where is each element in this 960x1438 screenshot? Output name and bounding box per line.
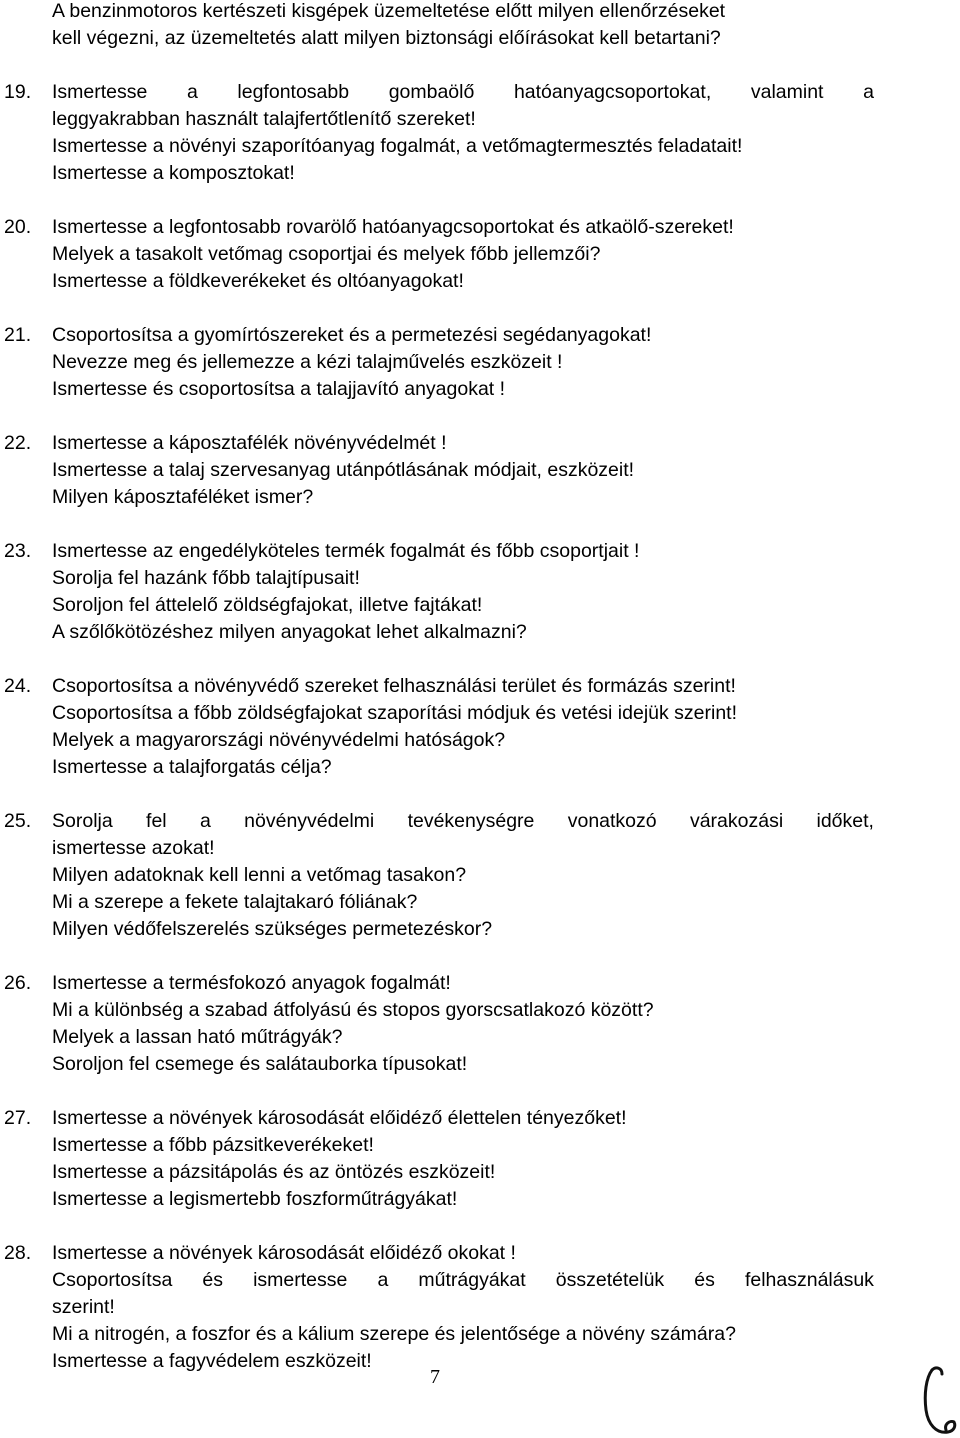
question-line: Melyek a lassan ható műtrágyák? [52,1026,343,1048]
question-number: 19. [4,81,32,103]
question-line: Ismertesse a legfontosabb gombaölő hatóanyagcsoportokat, valamint a [52,81,874,103]
handwritten-mark-icon [918,1360,958,1438]
question-line: Soroljon fel áttelelő zöldségfajokat, illetve fajtákat! [52,594,483,616]
question-number: 24. [4,675,32,697]
question-line: Ismertesse a legismertebb foszforműtrágyákat! [52,1188,458,1210]
question-line: Ismertesse a főbb pázsitkeverékeket! [52,1134,374,1156]
question-line: Mi a nitrogén, a foszfor és a kálium szerepe és jelentősége a növény számára? [52,1323,736,1345]
question-number: 23. [4,540,32,562]
question-line: Ismertesse a talaj szervesanyag utánpótlásának módjait, eszközeit! [52,459,635,481]
question-line: Ismertesse a talajforgatás célja? [52,756,332,778]
question-line: Nevezze meg és jellemezze a kézi talajművelés eszközeit ! [52,351,563,373]
intro-line: A benzinmotoros kertészeti kisgépek üzemeltetése előtt milyen ellenőrzéseket [52,0,726,22]
question-number: 27. [4,1107,32,1129]
question-line: Ismertesse és csoportosítsa a talajjavító anyagokat ! [52,378,506,400]
question-line: Soroljon fel csemege és salátauborka típusokat! [52,1053,468,1075]
question-number: 25. [4,810,32,832]
question-line: Csoportosítsa a növényvédő szereket felhasználási terület és formázás szerint! [52,675,736,697]
question-line: Melyek a magyarországi növényvédelmi hatóságok? [52,729,506,751]
question-line: Mi a szerepe a fekete talajtakaró fóliának? [52,891,418,913]
question-line: Csoportosítsa a főbb zöldségfajokat szaporítási módjuk és vetési idejük szerint! [52,702,738,724]
question-line: Melyek a tasakolt vetőmag csoportjai és melyek főbb jellemzői? [52,243,601,265]
question-line: Sorolja fel a növényvédelmi tevékenységre vonatkozó várakozási időket, [52,810,874,832]
question-line: Ismertesse a komposztokat! [52,162,295,184]
question-number: 28. [4,1242,32,1264]
question-line: Csoportosítsa a gyomírtószereket és a permetezési segédanyagokat! [52,324,652,346]
question-line: Ismertesse a növények károsodását előidéző élettelen tényezőket! [52,1107,627,1129]
question-line: Milyen adatoknak kell lenni a vetőmag tasakon? [52,864,467,886]
question-line: Milyen káposztaféléket ismer? [52,486,314,508]
question-line: Ismertesse a növényi szaporítóanyag fogalmát, a vetőmagtermesztés feladatait! [52,135,743,157]
question-line: Sorolja fel hazánk főbb talajtípusait! [52,567,360,589]
question-number: 22. [4,432,32,454]
question-line: Ismertesse a pázsitápolás és az öntözés eszközeit! [52,1161,496,1183]
question-line: leggyakrabban használt talajfertőtlenítő szereket! [52,108,476,130]
question-line: szerint! [52,1296,115,1318]
question-line: Ismertesse a fagyvédelem eszközeit! [52,1350,372,1372]
question-number: 20. [4,216,32,238]
question-line: Ismertesse a káposztafélék növényvédelmét ! [52,432,447,454]
question-line: Csoportosítsa és ismertesse a műtrágyákat összetételük és felhasználásuk [52,1269,874,1291]
question-line: Ismertesse a termésfokozó anyagok fogalmát! [52,972,451,994]
question-line: A szőlőkötözéshez milyen anyagokat lehet alkalmazni? [52,621,527,643]
question-line: Ismertesse a legfontosabb rovarölő hatóanyagcsoportokat és atkaölő-szereket! [52,216,734,238]
question-line: Mi a különbség a szabad átfolyású és stopos gyorscsatlakozó között? [52,999,654,1021]
page-number: 7 [430,1366,440,1388]
question-number: 26. [4,972,32,994]
question-line: ismertesse azokat! [52,837,215,859]
question-line: Milyen védőfelszerelés szükséges permetezéskor? [52,918,493,940]
question-line: Ismertesse az engedélyköteles termék fogalmát és főbb csoportjait ! [52,540,640,562]
question-line: Ismertesse a földkeverékeket és oltóanyagokat! [52,270,464,292]
question-line: Ismertesse a növények károsodását előidéző okokat ! [52,1242,516,1264]
question-number: 21. [4,324,32,346]
intro-line: kell végezni, az üzemeltetés alatt milyen biztonsági előírásokat kell betartani? [52,27,721,49]
